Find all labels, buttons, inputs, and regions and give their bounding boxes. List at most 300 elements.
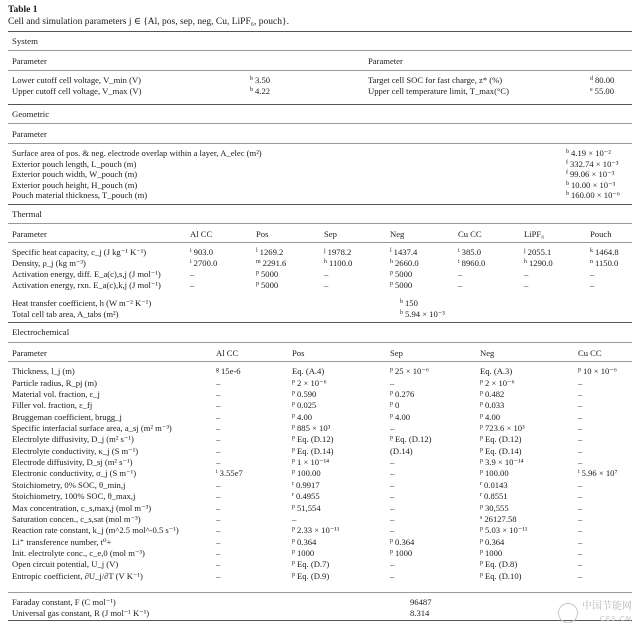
system-row-label-2: [368, 86, 509, 96]
electrochemical-cell: [578, 571, 582, 581]
cell-text: –: [324, 280, 329, 290]
thermal-extra-label: [12, 298, 151, 308]
electrochemical-row-label: [12, 366, 75, 376]
cell-text: –: [578, 536, 583, 547]
cell-text: Filler vol. fraction, ε_fj: [12, 400, 93, 411]
geometric-row-label: [12, 169, 137, 179]
electrochemical-cell: [480, 446, 522, 458]
cell-text: –: [458, 280, 463, 290]
cell-text: Pouch: [590, 229, 612, 239]
cell-text: Eq. (D.10): [485, 570, 522, 581]
electrochemical-cell: [292, 366, 324, 376]
electrochemical-cell: [578, 491, 582, 501]
footnote-mark: p: [292, 424, 295, 431]
cell-text: –: [590, 280, 595, 290]
footnote-mark: p: [480, 378, 483, 385]
cell-text: Thermal: [12, 209, 42, 219]
rule-line: [8, 361, 632, 362]
cell-text: –: [216, 423, 221, 434]
watermark-sub: CES.CN: [599, 615, 632, 623]
cell-text: 5000: [395, 280, 413, 290]
cell-text: Upper cell temperature limit, T_max(°C): [368, 86, 509, 96]
cell-text: Electrochemical: [12, 327, 70, 337]
cell-text: 150: [405, 298, 418, 308]
footnote-mark: p: [480, 412, 483, 419]
cell-text: Sep: [324, 229, 337, 239]
electrochemical-cell: [292, 468, 321, 480]
cell-text: 0.4955: [296, 491, 320, 502]
electrochemical-cell: [578, 559, 582, 569]
electrochemical-cell: [292, 537, 316, 549]
electrochemical-row-label: [12, 559, 118, 569]
geometric-row-label: [12, 190, 147, 200]
cell-text: Material vol. fraction, ε_j: [12, 388, 100, 399]
thermal-row-label: [12, 280, 161, 290]
footnote-mark: p: [256, 270, 259, 276]
electrochemical-row-label: [12, 378, 97, 388]
cell-text: Reaction rate constant, k_j (m^2.5 mol^-0.5 s⁻¹): [12, 525, 179, 536]
system-row-label-2: [368, 75, 502, 85]
electrochemical-cell: [390, 434, 432, 446]
electrochemical-cell: [578, 503, 582, 513]
electrochemical-cell: [292, 434, 334, 446]
electrochemical-cell: [390, 446, 413, 456]
cell-text: Stoichiometry, 0% SOC, θ_min,j: [12, 479, 126, 490]
cell-text: –: [390, 479, 395, 490]
rule-line: [8, 342, 632, 343]
footnote-mark: p: [390, 537, 393, 544]
cell-text: 0.033: [485, 400, 505, 411]
electrochemical-cell: [390, 571, 394, 581]
footnote-mark: p: [480, 401, 483, 408]
thermal-cell: [590, 269, 594, 279]
header-parameter: [12, 56, 47, 66]
cell-text: Faraday constant, F (C mol⁻¹): [12, 597, 116, 607]
thermal-header: [12, 229, 47, 239]
cell-text: –: [390, 525, 395, 536]
electrochemical-cell: [390, 468, 394, 478]
electrochemical-cell: [480, 480, 508, 492]
electrochemical-cell: [292, 457, 329, 469]
cell-text: 0.276: [395, 388, 415, 399]
section-system: [12, 36, 38, 46]
footnote-mark: p: [292, 549, 295, 555]
cell-text: Eq. (D.9): [297, 570, 330, 581]
cell-text: 0.364: [395, 536, 415, 547]
cell-text: Neg: [480, 348, 495, 358]
electrochemical-cell: [480, 525, 527, 537]
cell-text: 0.364: [297, 536, 317, 547]
electrochemical-cell: [480, 571, 522, 583]
cell-text: –: [390, 559, 395, 570]
cell-text: 100.00: [485, 468, 509, 479]
cell-text: Stoichiometry, 100% SOC, θ_max,j: [12, 491, 136, 502]
cell-text: –: [216, 548, 221, 558]
cell-text: Cu CC: [458, 229, 482, 239]
cell-text: 5.03 × 10⁻¹¹: [485, 525, 528, 536]
electrochemical-cell: [480, 412, 500, 424]
cell-text: 5000: [261, 269, 279, 279]
cell-text: 1150.0: [595, 258, 619, 268]
cell-text: –: [390, 570, 395, 581]
footnote-mark: i: [190, 248, 192, 254]
cell-text: 0.025: [297, 400, 317, 411]
footnote-mark: p: [480, 458, 483, 464]
electrochemical-cell: [578, 423, 582, 433]
table-subtitle: Cell and simulation parameters j ∈ {Al, pos, sep, neg, Cu, LiPF₆, pouch}.: [8, 17, 289, 27]
cell-text: 2.33 × 10⁻¹¹: [297, 525, 340, 536]
cell-text: Init. electrolyte conc., c_e,0 (mol m⁻³): [12, 548, 145, 558]
cell-text: 100.00: [297, 468, 321, 479]
footnote-mark: i: [458, 259, 460, 265]
cell-text: 0.8551: [484, 491, 508, 502]
electrochemical-row-label: [12, 446, 138, 456]
electrochemical-cell: [480, 468, 509, 480]
thermal-cell: [458, 280, 462, 290]
cell-text: 0.0143: [484, 479, 508, 490]
cell-text: –: [390, 377, 395, 388]
cell-text: –: [578, 502, 583, 513]
footnote-mark: p: [390, 270, 393, 276]
cell-text: Exterior pouch length, L_pouch (m): [12, 158, 137, 169]
electrochemical-cell: [390, 480, 394, 490]
footnote-mark: f: [566, 159, 568, 166]
cell-text: Pouch material thickness, T_pouch (m): [12, 190, 148, 200]
electrochemical-cell: [390, 423, 394, 433]
cell-text: –: [578, 423, 583, 434]
cell-text: –: [524, 280, 529, 290]
electrochemical-cell: [578, 366, 617, 378]
electrochemical-row-label: [12, 548, 145, 558]
electrochemical-header: [480, 348, 494, 358]
cell-text: Al CC: [216, 348, 239, 358]
footnote-mark: j: [524, 248, 526, 254]
electrochemical-header: [578, 348, 602, 358]
electrochemical-cell: [390, 400, 399, 412]
cell-text: –: [578, 570, 583, 581]
footnote-mark: b: [400, 310, 403, 316]
cell-text: 903.0: [193, 247, 214, 257]
thermal-cell: [190, 269, 194, 279]
footnote-mark: p: [480, 560, 483, 567]
thermal-extra-value: [400, 309, 445, 321]
cell-text: Heat transfer coefficient, h (W m⁻² K⁻¹): [12, 298, 152, 308]
footnote-mark: r: [480, 492, 482, 499]
cell-text: 3.50: [255, 75, 271, 85]
cell-text: 26127.58: [484, 513, 517, 524]
footnote-mark: p: [390, 412, 393, 419]
electrochemical-cell: [480, 537, 504, 549]
electrochemical-row-label: [12, 389, 100, 399]
electrochemical-cell: [480, 503, 509, 515]
cell-text: Eq. (D.7): [297, 559, 330, 570]
electrochemical-cell: [578, 400, 582, 410]
electrochemical-cell: [390, 537, 414, 549]
thermal-cell: [590, 280, 594, 290]
cell-text: 3.55e7: [219, 468, 243, 479]
thermal-row-label: [12, 269, 161, 279]
thermal-cell: [190, 280, 194, 290]
electrochemical-cell: [216, 571, 220, 581]
constant-label: [12, 597, 116, 607]
cell-text: –: [216, 525, 221, 536]
electrochemical-cell: [292, 525, 339, 537]
cell-text: –: [578, 457, 583, 467]
thermal-header: [390, 229, 404, 239]
cell-text: 5.94 × 10⁻³: [405, 309, 445, 319]
constant-value: [410, 608, 429, 618]
cell-text: 2 × 10⁻⁶: [485, 377, 515, 388]
electrochemical-cell: [216, 525, 220, 535]
cell-text: 1000: [297, 548, 315, 558]
cell-text: –: [190, 280, 195, 290]
electrochemical-cell: [216, 537, 220, 547]
footnote-mark: l: [256, 248, 258, 254]
electrochemical-cell: [390, 525, 394, 535]
electrochemical-cell: [480, 514, 517, 526]
cell-text: 4.19 × 10⁻²: [571, 148, 611, 158]
cell-text: 1290.0: [529, 258, 553, 268]
electrochemical-cell: [578, 514, 582, 524]
cell-text: –: [578, 400, 583, 411]
footnote-mark: i: [578, 469, 580, 476]
footnote-mark: p: [390, 389, 393, 396]
electrochemical-cell: [292, 514, 296, 524]
electrochemical-cell: [216, 559, 220, 569]
cell-text: 96487: [410, 597, 432, 607]
watermark-logo-icon: [558, 603, 578, 623]
footnote-mark: k: [590, 248, 593, 254]
footnote-mark: p: [292, 469, 295, 476]
footnote-mark: p: [292, 435, 295, 442]
cell-text: Total cell tab area, A_tabs (m²): [12, 309, 119, 319]
header-parameter-2: [368, 56, 403, 66]
watermark-text: 中国节能网: [582, 601, 632, 612]
electrochemical-cell: [390, 412, 410, 424]
electrochemical-cell: [292, 571, 329, 583]
cell-text: Eq. (D.8): [485, 559, 518, 570]
cell-text: Entropic coefficient, ∂U_j/∂T (V K⁻¹): [12, 570, 143, 581]
electrochemical-cell: [216, 514, 220, 524]
cell-text: –: [216, 445, 221, 456]
cell-text: –: [324, 269, 329, 279]
footnote-mark: n: [590, 259, 593, 265]
cell-text: 51,554: [297, 502, 321, 513]
cell-text: Target cell SOC for fast charge, z* (%): [368, 75, 503, 85]
cell-text: Parameter: [12, 229, 47, 239]
footnote-mark: p: [578, 367, 581, 373]
footnote-mark: d: [590, 76, 593, 82]
cell-text: 55.00: [594, 86, 615, 96]
cell-text: –: [578, 445, 583, 456]
cell-text: 0.482: [485, 388, 505, 399]
cell-text: 1 × 10⁻¹⁴: [297, 457, 330, 467]
rule-line: [8, 204, 632, 205]
electrochemical-cell: [216, 412, 220, 422]
electrochemical-cell: [578, 446, 582, 456]
cell-text: 0.364: [485, 536, 505, 547]
footnote-mark: p: [480, 435, 483, 442]
electrochemical-cell: [292, 400, 316, 412]
electrochemical-header: [216, 348, 238, 358]
footnote-mark: m: [256, 259, 261, 265]
system-row-value-2: [590, 86, 614, 98]
constant-value: [410, 597, 431, 607]
cell-text: 5000: [395, 269, 413, 279]
cell-text: –: [216, 570, 221, 581]
electrochemical-cell: [480, 389, 504, 401]
cell-text: 1000: [395, 548, 413, 558]
cell-text: 8.314: [410, 608, 430, 618]
footnote-mark: h: [524, 259, 527, 265]
footnote-mark: r: [480, 480, 482, 487]
thermal-row-label: [12, 247, 146, 257]
electrochemical-cell: [390, 559, 394, 569]
electrochemical-cell: [390, 491, 394, 501]
cell-text: –: [216, 400, 221, 411]
electrochemical-cell: [578, 389, 582, 399]
electrochemical-cell: [216, 366, 241, 378]
footnote-mark: p: [390, 435, 393, 442]
footnote-mark: p: [292, 503, 295, 510]
electrochemical-cell: [216, 423, 220, 433]
electrochemical-cell: [390, 548, 412, 560]
electrochemical-cell: [292, 491, 320, 503]
footnote-mark: r: [292, 480, 294, 487]
cell-text: Lower cutoff cell voltage, V_min (V): [12, 75, 142, 85]
cell-text: –: [578, 559, 583, 570]
footnote-mark: b: [250, 76, 253, 82]
thermal-cell: [256, 280, 278, 292]
footnote-mark: j: [324, 248, 326, 254]
geometric-row-label: [12, 159, 136, 169]
electrochemical-cell: [578, 468, 617, 480]
electrochemical-cell: [480, 366, 512, 376]
cell-text: 4.00: [297, 411, 313, 422]
electrochemical-cell: [292, 378, 327, 390]
rule-line: [8, 223, 632, 224]
cell-text: Electrolyte conductivity, κ_j (S m⁻¹): [12, 445, 139, 456]
cell-text: Pos: [292, 348, 305, 358]
electrochemical-cell: [390, 389, 414, 401]
cell-text: Cu CC: [578, 348, 602, 358]
cell-text: –: [216, 457, 221, 467]
electrochemical-cell: [480, 423, 525, 435]
electrochemical-cell: [480, 457, 524, 469]
electrochemical-cell: [216, 389, 220, 399]
rule-line: [8, 50, 632, 51]
electrochemical-cell: [480, 559, 517, 571]
section-thermal: [12, 209, 42, 219]
cell-text: –: [524, 269, 529, 279]
electrochemical-cell: [216, 446, 220, 456]
electrochemical-cell: [216, 378, 220, 388]
electrochemical-header: [292, 348, 304, 358]
rule-line: [8, 31, 632, 32]
electrochemical-cell: [390, 366, 429, 378]
cell-text: –: [578, 548, 583, 558]
footnote-mark: p: [292, 458, 295, 464]
footnote-mark: p: [292, 537, 295, 544]
electrochemical-row-label: [12, 468, 136, 478]
thermal-cell: [324, 280, 328, 290]
cell-text: Electronic conductivity, σ_j (S m⁻¹): [12, 468, 137, 479]
footnote-mark: p: [390, 367, 393, 373]
footnote-mark: p: [292, 412, 295, 419]
footnote-mark: p: [292, 389, 295, 396]
rule-line: [8, 322, 632, 323]
cell-text: 4.00: [485, 411, 501, 422]
cell-text: –: [390, 423, 395, 434]
electrochemical-row-label: [12, 457, 132, 467]
electrochemical-cell: [578, 480, 582, 490]
cell-text: 1978.2: [327, 247, 352, 257]
footnote-mark: b: [566, 180, 569, 187]
cell-text: –: [216, 513, 221, 524]
thermal-cell: [458, 269, 462, 279]
electrochemical-cell: [216, 480, 220, 490]
cell-text: 30,555: [485, 502, 509, 513]
cell-text: Density, ρ_j (kg m⁻³): [12, 258, 86, 268]
cell-text: 2 × 10⁻⁶: [297, 377, 327, 388]
electrochemical-cell: [578, 548, 582, 558]
cell-text: –: [390, 491, 395, 502]
rule-line: [8, 104, 632, 105]
cell-text: –: [216, 559, 221, 570]
electrochemical-row-label: [12, 491, 135, 501]
thermal-header: [524, 229, 544, 239]
footnote-mark: e: [590, 87, 593, 93]
electrochemical-row-label: [12, 537, 111, 547]
cell-text: –: [578, 434, 583, 445]
cell-text: Parameter: [368, 56, 403, 66]
cell-text: –: [458, 269, 463, 279]
footnote-mark: p: [292, 571, 295, 578]
electrochemical-row-label: [12, 503, 151, 513]
electrochemical-row-label: [12, 400, 92, 410]
cell-text: 1437.4: [393, 247, 418, 257]
cell-text: Geometric: [12, 109, 50, 119]
cell-text: Eq. (A.3): [480, 366, 513, 376]
cell-text: 80.00: [595, 75, 615, 85]
electrochemical-row-label: [12, 412, 122, 422]
cell-text: Activation energy, diff. E_a(c),s,j (J mol⁻¹): [12, 269, 161, 279]
cell-text: 1000: [485, 548, 503, 558]
footnote-mark: i: [216, 469, 218, 476]
cell-text: 2291.6: [262, 258, 287, 268]
cell-text: 1269.2: [259, 247, 284, 257]
footnote-mark: b: [566, 191, 569, 197]
cell-text: 723.6 × 10³: [485, 423, 525, 434]
electrochemical-row-label: [12, 571, 143, 581]
cell-text: 2660.0: [395, 258, 419, 268]
table-number: Table 1: [8, 5, 38, 15]
thermal-cell: [324, 269, 328, 279]
cell-text: Electrolyte diffusivity, D_j (m² s⁻¹): [12, 434, 134, 445]
electrochemical-cell: [578, 378, 582, 388]
footnote-mark: h: [390, 259, 393, 265]
cell-text: 0.9917: [296, 479, 320, 490]
cell-text: –: [390, 457, 395, 467]
constant-label: [12, 608, 149, 618]
rule-line: [8, 123, 632, 124]
footnote-mark: b: [250, 87, 253, 93]
footnote-mark: f: [566, 170, 568, 176]
cell-text: Eq. (D.12): [297, 434, 334, 445]
rule-line: [8, 70, 632, 71]
section-geometric: [12, 109, 49, 119]
cell-text: Eq. (D.12): [395, 434, 432, 445]
